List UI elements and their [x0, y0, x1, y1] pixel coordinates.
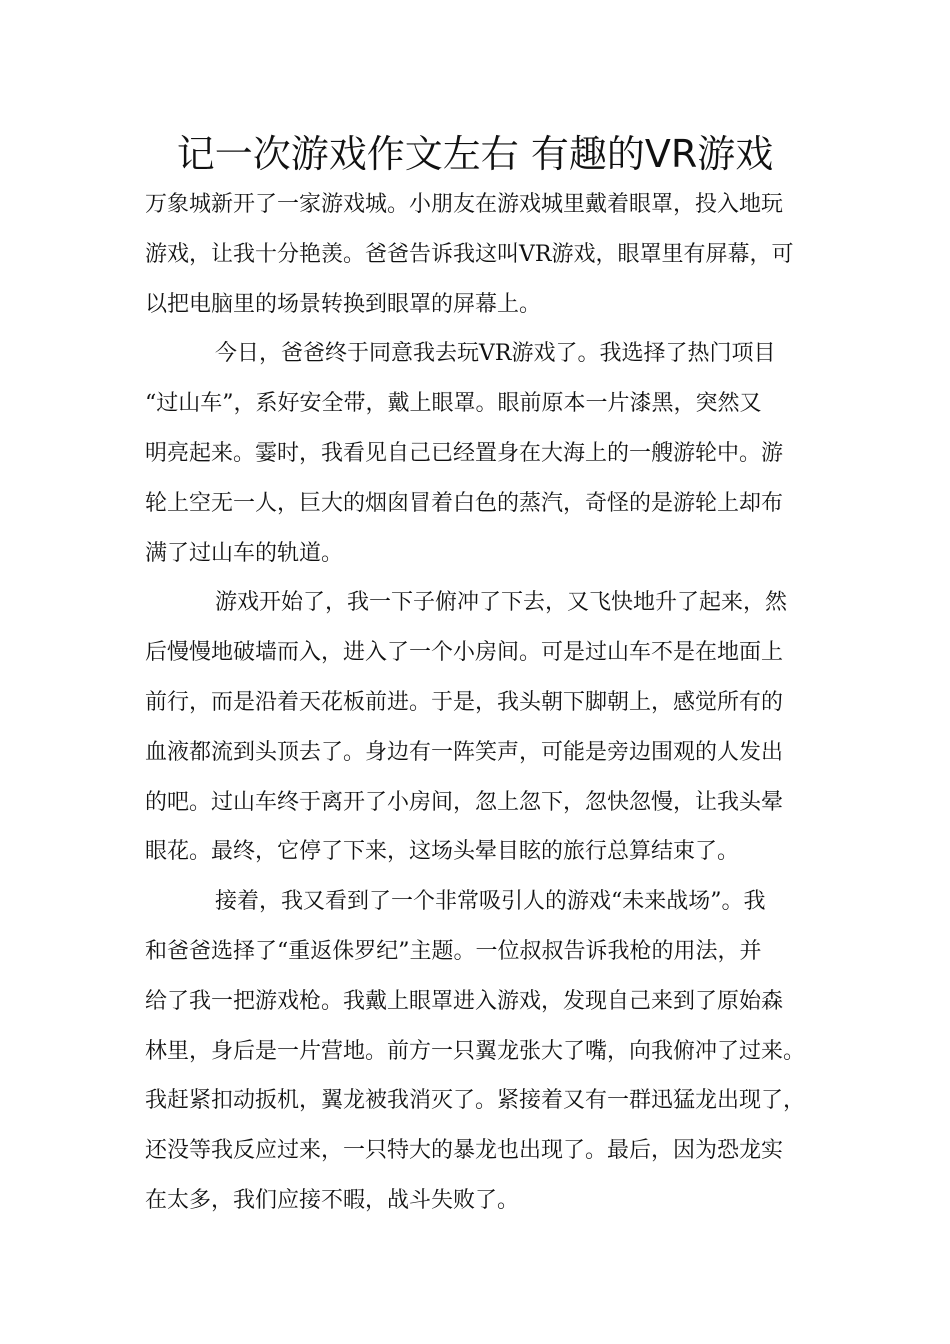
paragraph-1-line-2: 游戏，让我十分艳羡。爸爸告诉我这叫VR游戏，眼罩里有屏幕，可	[145, 241, 794, 267]
paragraph-3-line-2: 后慢慢地破墙而入，进入了一个小房间。可是过山车不是在地面上	[145, 640, 784, 666]
paragraph-1-line-1: 万象城新开了一家游戏城。小朋友在游戏城里戴着眼罩，投入地玩	[145, 192, 784, 217]
paragraph-4-line-5: 我赶紧扣动扳机，翼龙被我消灭了。紧接着又有一群迅猛龙出现了，	[145, 1088, 806, 1114]
paragraph-4-line-4: 林里，身后是一片营地。前方一只翼龙张大了嘴，向我俯冲了过来。	[145, 1038, 806, 1064]
paragraph-2-line-4: 轮上空无一人，巨大的烟囱冒着白色的蒸汽，奇怪的是游轮上却布	[145, 490, 784, 516]
paragraph-4-line-7: 在太多，我们应接不暇，战斗失败了。	[145, 1187, 520, 1213]
paragraph-2-line-5: 满了过山车的轨道。	[145, 540, 344, 566]
paragraph-3-line-1: 游戏开始了，我一下子俯冲了下去，又飞快地升了起来，然	[215, 590, 788, 616]
paragraph-3-line-5: 的吧。过山车终于离开了小房间，忽上忽下，忽快忽慢，让我头晕	[145, 789, 784, 815]
paragraph-4-line-1: 接着，我又看到了一个非常吸引人的游戏“未来战场”。我	[215, 889, 766, 915]
paragraph-4-line-6: 还没等我反应过来，一只特大的暴龙也出现了。最后，因为恐龙实	[145, 1138, 784, 1164]
document-title: 记一次游戏作文左右 有趣的VR游戏	[176, 132, 774, 176]
paragraph-2-line-2: “过山车”，系好安全带，戴上眼罩。眼前原本一片漆黑，突然又	[145, 391, 762, 417]
paragraph-3-line-4: 血液都流到头顶去了。身边有一阵笑声，可能是旁边围观的人发出	[145, 739, 784, 765]
paragraph-2-line-3: 明亮起来。霎时，我看见自己已经置身在大海上的一艘游轮中。游	[145, 440, 784, 466]
paragraph-3-line-6: 眼花。最终，它停了下来，这场头晕目眩的旅行总算结束了。	[145, 839, 740, 865]
paragraph-1-line-3: 以把电脑里的场景转换到眼罩的屏幕上。	[145, 291, 542, 317]
paragraph-2-line-1: 今日，爸爸终于同意我去玩VR游戏了。我选择了热门项目	[215, 341, 776, 367]
paragraph-4-line-2: 和爸爸选择了“重返侏罗纪”主题。一位叔叔告诉我枪的用法，并	[145, 938, 762, 964]
paragraph-3-line-3: 前行，而是沿着天花板前进。于是，我头朝下脚朝上，感觉所有的	[145, 689, 784, 715]
article-body	[145, 180, 835, 1226]
paragraph-4-line-3: 给了我一把游戏枪。我戴上眼罩进入游戏，发现自己来到了原始森	[145, 988, 784, 1014]
